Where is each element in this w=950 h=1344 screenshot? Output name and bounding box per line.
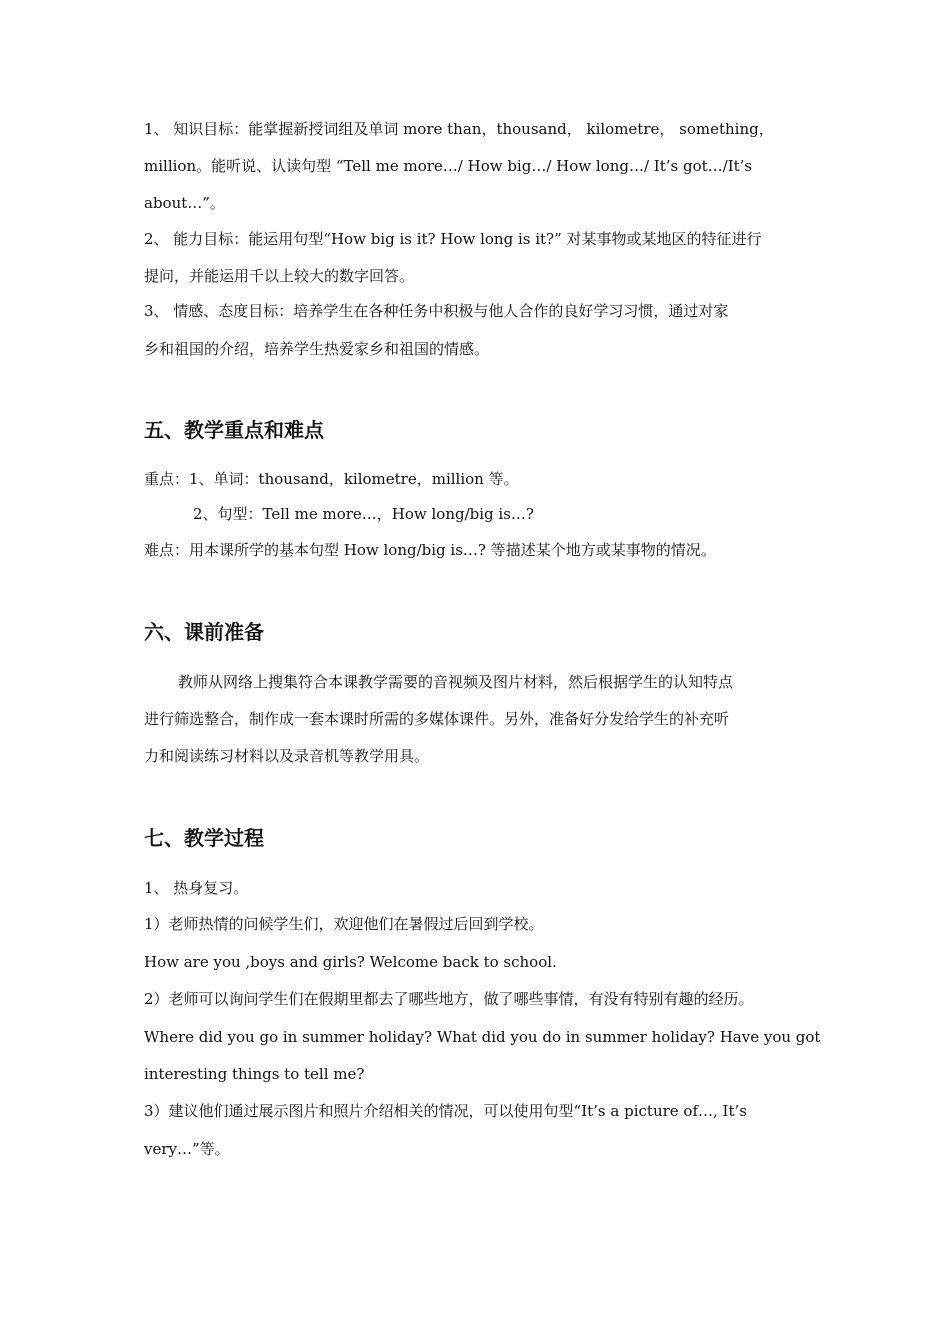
- process-step-1: 1、 热身复习。: [144, 879, 249, 897]
- process-item-3-line-2: very…”等。: [144, 1140, 230, 1158]
- process-item-3-line-1: 3）建议他们通过展示图片和照片介绍相关的情况，可以使用句型“It’s a picture of…, It’s: [144, 1102, 747, 1120]
- objective-knowledge-line-2: million。能听说、认读句型 “Tell me more…/ How big…/ How long…/ It’s got…/It’s: [144, 157, 753, 175]
- process-item-1: 1）老师热情的问候学生们，欢迎他们在暑假过后回到学校。: [144, 915, 544, 933]
- process-item-2-english-1: Where did you go in summer holiday? What did you do in summer holiday? Have you got: [144, 1028, 821, 1046]
- objective-ability-line-2: 提问，并能运用千以上较大的数字回答。: [144, 267, 415, 285]
- section-7-heading: 七、教学过程: [144, 826, 264, 850]
- objective-knowledge-line-1: 1、 知识目标：能掌握新授词组及单词 more than，thousand， kilometre， something，: [144, 120, 774, 138]
- preparation-line-2: 进行筛选整合，制作成一套本课时所需的多媒体课件。另外，准备好分发给学生的补充听: [144, 710, 730, 728]
- preparation-line-1: 教师从网络上搜集符合本课教学需要的音视频及图片材料，然后根据学生的认知特点: [178, 673, 734, 691]
- section-5-heading: 五、教学重点和难点: [144, 418, 324, 442]
- objective-attitude-line-2: 乡和祖国的介绍，培养学生热爱家乡和祖国的情感。: [144, 340, 490, 358]
- process-item-2: 2）老师可以询问学生们在假期里都去了哪些地方，做了哪些事情，有没有特别有趣的经历。: [144, 990, 754, 1008]
- difficult-points-line: 难点：用本课所学的基本句型 How long/big is…? 等描述某个地方或某事物的情况。: [144, 541, 716, 559]
- process-item-2-english-2: interesting things to tell me?: [144, 1065, 365, 1083]
- preparation-line-3: 力和阅读练习材料以及录音机等教学用具。: [144, 747, 430, 765]
- objective-attitude-line-1: 3、 情感、态度目标：培养学生在各种任务中积极与他人合作的良好学习习惯，通过对家: [144, 302, 729, 320]
- objective-ability-line-1: 2、 能力目标：能运用句型“How big is it? How long is it?” 对某事物或某地区的特征进行: [144, 230, 762, 248]
- section-6-heading: 六、课前准备: [144, 620, 264, 644]
- objective-knowledge-line-3: about…”。: [144, 194, 225, 212]
- key-points-sentence-line: 2、句型：Tell me more…，How long/big is…?: [193, 505, 534, 523]
- process-item-1-english: How are you ,boys and girls? Welcome back to school.: [144, 953, 557, 971]
- key-points-line: 重点：1、单词：thousand，kilometre，million 等。: [144, 470, 519, 488]
